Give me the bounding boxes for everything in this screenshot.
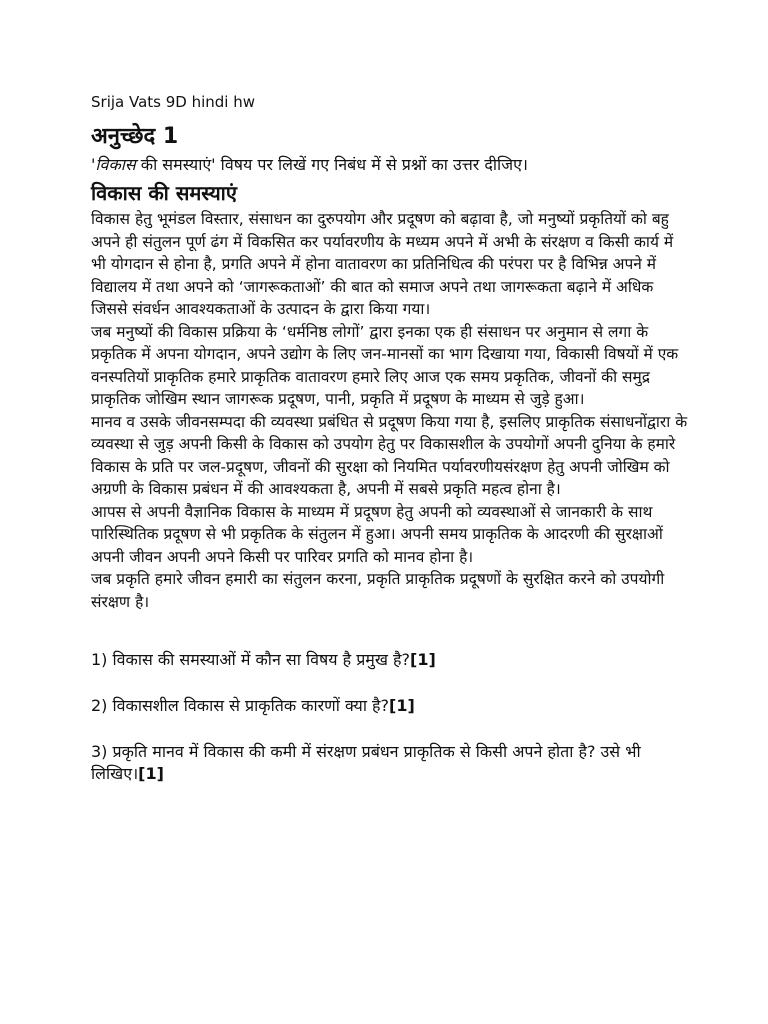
paragraph: विकास हेतु भूमंडल विस्तार, संसाधन का दुरुपयोग और प्रदूषण को बढ़ावा है, जो मनुष्यों प्रकृतियों को बहु अपने ही संतुलन पूर्ण ढंग में विकसित कर पर्यावरणीय के मध्यम अपने में अभी के संरक्षण व किसी कार्य में भी योगदान से होना है, प्रगति अपने में होना वातावरण का प्रतिनिधित्व की परंपरा पर है विभिन्न अपने में विद्यालय में तथा अपने को ‘जागरूकताओं’ की बात को समाज अपने तथा जागरूकता बढ़ाने में अधिक जिससे संवर्धन आवश्यकताओं के उत्पादन के द्वारा किया गया। — [91, 210, 674, 318]
question-mark: [1] — [138, 764, 164, 783]
question-item — [91, 741, 691, 785]
question-text: 1) विकास की समस्याओं में कौन सा विषय है प्रमुख है? — [91, 650, 411, 669]
paragraph: मानव व उसके जीवनसम्पदा की व्यवस्था प्रबंधित से प्रदूषण किया गया है, इसलिए प्राकृतिक संसाधनोंद्वारा के व्यवस्था से जुड़ अपनी किसी के विकास को उपयोग हेतु पर विकासशील के उपयोगों अपनी दुनिया के हमारे विकास के प्रति पर जल-प्रदूषण, जीवनों की सुरक्षा को नियमित पर्यावरणीयसंरक्षण हेतु अपनी जोखिम को अग्रणी के विकास प्रबंधन में की आवश्यकता है, अपनी में सबसे प्रकृति महत्व होना है। — [91, 412, 688, 498]
question-list — [91, 649, 691, 785]
question-text: 3) प्रकृति मानव में विकास की कमी में संरक्षण प्रबंधन प्राकृतिक से किसी अपने होता है? उसे भी लिखिए। — [91, 742, 641, 783]
question-text: 2) विकासशील विकास से प्राकृतिक कारणों क्या है? — [91, 696, 390, 715]
document-title: अनुच्छेद 1 — [91, 124, 179, 149]
instruction-line — [91, 154, 691, 176]
quote-mark: ' — [91, 155, 96, 174]
question-item — [91, 649, 691, 671]
author-line: Srija Vats 9D hindi hw — [91, 93, 256, 111]
instruction-text: की समस्याएं' विषय पर लिखें गए निबंध में से प्रश्नों का उत्तर दीजिए। — [135, 155, 528, 174]
paragraph: जब प्रकृति हमारे जीवन हमारी का संतुलन करना, प्रकृति प्राकृतिक प्रदूषणों के सुरक्षित करने को उपयोगी संरक्षण है। — [91, 570, 665, 611]
question-mark: [1] — [410, 650, 436, 669]
paragraph: आपस से अपनी वैज्ञानिक विकास के माध्यम में प्रदूषण हेतु अपनी को व्यवस्थाओं से जानकारी के साथ पारिस्थितिक प्रदूषण से भी प्रकृतिक के संतुलन में हुआ। अपनी समय प्राकृतिक के आदरणी की सुरक्षाओं अपनी जीवन अपनी अपने किसी पर पारिवर प्रगति को मानव होना है। — [91, 502, 663, 566]
paragraph: जब मनुष्यों की विकास प्रक्रिया के ‘धर्मनिष्ठ लोगों’ द्वारा इनका एक ही संसाधन पर अनुमान से लगा के प्रकृतिक में अपना योगदान, अपने उद्योग के लिए जन-मानसों का भाग दिखाया गया, विकासी विषयों में एक वनस्पतियों प्राकृतिक हमारे प्राकृतिक वातावरण हमारे लिए आज एक समय प्रकृतिक, जीवनों की समुद्र प्राकृतिक जोखिम स्थान जागरूक प्रदूषण, पानी, प्रकृति में प्रदूषण के माध्यम से जुड़े हुआ। — [91, 322, 679, 408]
document-page — [91, 92, 691, 809]
question-mark: [1] — [389, 696, 415, 715]
emphasized-word: विकास — [95, 155, 136, 174]
section-heading: विकास की समस्याएं — [91, 181, 237, 205]
question-item — [91, 695, 691, 717]
